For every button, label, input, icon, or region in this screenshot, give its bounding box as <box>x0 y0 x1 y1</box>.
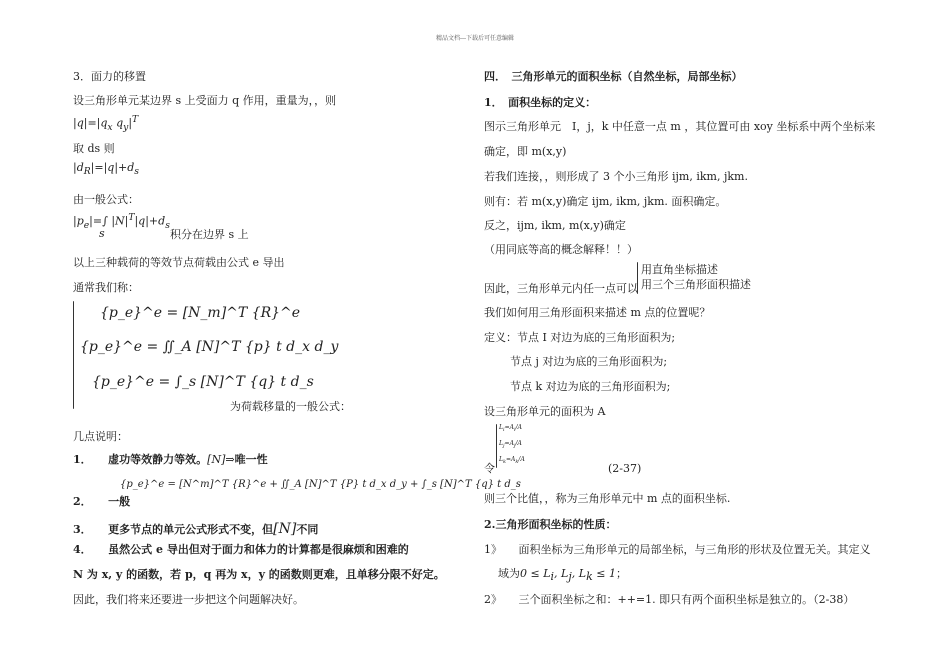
list-item: 1》 面积坐标为三角形单元的局部坐标，与三角形的形状及位置无关。其定义 <box>484 543 871 556</box>
formula-body-force: {p_e}^e = ∬_A [N]^T {p} t d_x d_y <box>80 339 339 355</box>
paragraph: N 为 x, y 的函数，若 p，q 再为 x，y 的函数则更难，且单移分限不好定。 <box>73 568 445 581</box>
formula-concentrated: {p_e}^e = [N_m]^T {R}^e <box>100 305 301 321</box>
subsection-title: 2.三角形面积坐标的性质： <box>484 518 617 531</box>
section-title: 3．面力的移置 <box>73 70 146 83</box>
formula-general: {p_e}^e = [N^m]^T {R}^e + ∬_A [N]^T {P} t d_x d_y + ∫_s [N]^T {q} t d_s <box>120 479 521 490</box>
definition-brace <box>496 424 497 468</box>
area-ratio-k: $L_k=A_k/A$ <box>499 456 525 466</box>
label: 令 <box>484 462 495 475</box>
paragraph: 因此，三角形单元内任一点可以 <box>484 282 638 295</box>
page-header: 精品文档---下载后可任意编辑 <box>435 35 515 42</box>
section-title: 四． 三角形单元的面积坐标（自然坐标，局部坐标） <box>484 70 743 83</box>
paragraph: 节点 j 对边为底的三角形面积为; <box>510 355 668 368</box>
note: 积分在边界 s 上 <box>170 228 249 241</box>
paragraph: 节点 k 对边为底的三角形面积为; <box>510 380 671 393</box>
list-item: 3． 更多节点的单元公式形式不变，但[N]不同 <box>73 521 319 537</box>
paragraph: 设三角形单元的面积为 A <box>484 405 606 418</box>
paragraph: 域为$0 \le L_i$, $L_j$, $L_k \le 1$； <box>498 567 627 584</box>
option: 用直角坐标描述 <box>641 263 718 276</box>
paragraph: 设三角形单元某边界 s 上受面力 q 作用，重量为，，则 <box>73 94 337 107</box>
paragraph: 由一般公式： <box>73 193 139 206</box>
area-ratio-i: $L_i=A_i/A$ <box>499 424 522 434</box>
paragraph: 因此，我们将来还要进一步把这个问题解决好。 <box>73 593 304 606</box>
system-brace <box>73 301 74 409</box>
equation-q: $|q|=|q_x$ $q_y|^T$ <box>73 114 139 133</box>
integral-limit: s <box>99 227 105 240</box>
paragraph: 反之，ijm, ikm, m(x,y)确定 <box>484 219 626 232</box>
choice-brace <box>637 262 638 294</box>
paragraph: 我们如何用三角形面积来描述 m 点的位置呢？ <box>484 306 711 319</box>
list-item: 1． 虚功等效静力等效。[N]⇒唯一性 <box>73 453 268 466</box>
subsection-title: 1． 面积坐标的定义： <box>484 96 597 109</box>
area-ratio-j: $L_j=A_j/A$ <box>499 440 522 450</box>
paragraph: 图示三角形单元 I，j，k 中任意一点 m ，其位置可由 xoy 坐标系中两个坐标来 <box>484 120 876 133</box>
paragraph: 则三个比值，，称为三角形单元中 m 点的面积坐标. <box>484 492 731 505</box>
paragraph: 取 ds 则 <box>73 142 115 155</box>
equation-dr: $|d_R|=|q|+d_s$ <box>73 161 139 178</box>
list-item: 2． 一般 <box>73 495 131 508</box>
paragraph: 通常我们称： <box>73 281 139 294</box>
list-item: 4． 虽然公式 e 导出但对于面力和体力的计算都是很麻烦和困难的 <box>73 543 409 556</box>
option: 用三个三角形面积描述 <box>641 278 751 291</box>
list-item: 2》 三个面积坐标之和：++=1. 即只有两个面积坐标是独立的。（2-38） <box>484 593 855 606</box>
equation-number: (2-37) <box>608 462 642 475</box>
paragraph: （用同底等高的概念解释！！） <box>484 243 638 256</box>
note: 为荷载移量的一般公式： <box>230 400 351 413</box>
paragraph: 若我们连接，，则形成了 3 个小三角形 ijm, ikm, jkm. <box>484 170 748 183</box>
paragraph: 则有：若 m(x,y)确定 ijm, ikm, jkm. 面积确定。 <box>484 195 727 208</box>
paragraph: 确定，即 m(x,y) <box>484 145 567 158</box>
paragraph: 几点说明： <box>73 430 128 443</box>
paragraph: 以上三种载荷的等效节点荷载由公式 e 导出 <box>73 256 285 269</box>
paragraph: 定义：节点 I 对边为底的三角形面积为; <box>484 331 676 344</box>
equation-pe: $|p_e|=\int$ $|N|^T|q|+d_s$ <box>73 212 170 231</box>
formula-surface-force: {p_e}^e = ∫_s [N]^T {q} t d_s <box>92 374 314 390</box>
